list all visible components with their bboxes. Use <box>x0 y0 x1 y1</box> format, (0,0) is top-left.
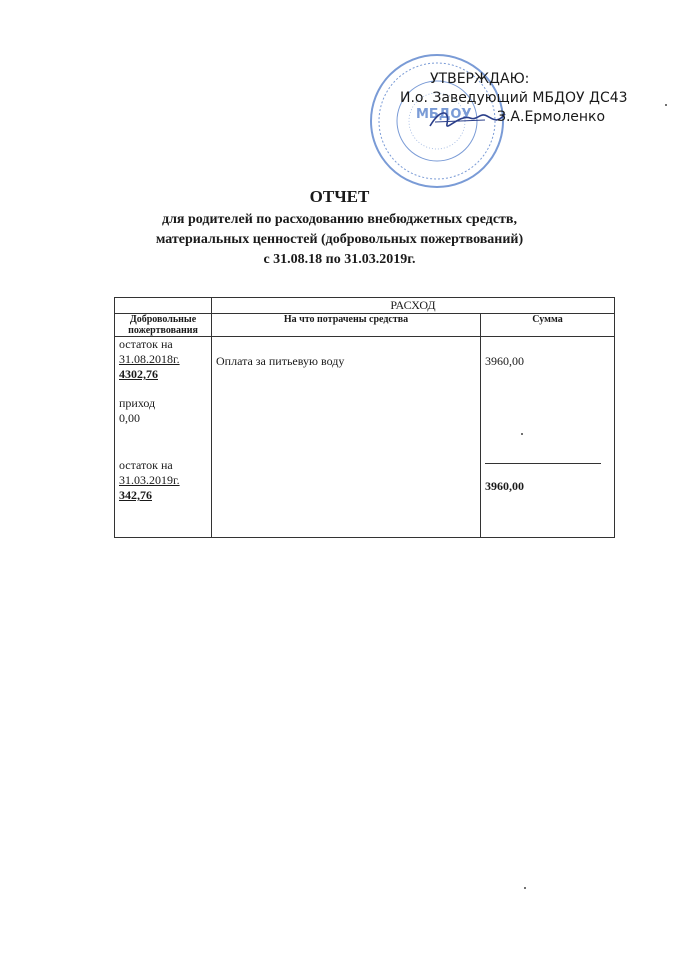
scan-speck <box>521 433 523 435</box>
income-label: приход <box>119 396 156 410</box>
expense-description-cell <box>212 337 481 538</box>
end-balance-label: остаток на <box>119 458 173 472</box>
svg-text:МБДОУ: МБДОУ <box>416 107 472 122</box>
approval-position: И.о. Заведующий МБДОУ ДС43 <box>400 90 628 106</box>
scan-speck <box>524 887 526 889</box>
expense-amount: 3960,00 <box>485 354 524 368</box>
expense-item: Оплата за питьевую воду <box>216 354 345 368</box>
amount-column-header: Сумма <box>481 314 615 337</box>
end-balance-date: 31.03.2019г. <box>119 473 180 487</box>
approval-block <box>400 70 670 127</box>
expense-table <box>114 297 615 538</box>
donations-cell <box>115 337 212 538</box>
report-title: ОТЧЕТ <box>309 187 370 206</box>
income-amount: 0,00 <box>119 411 140 425</box>
scan-speck <box>665 104 667 106</box>
end-balance-amount: 342,76 <box>119 488 152 502</box>
start-balance-amount: 4302,76 <box>119 367 158 381</box>
donations-column-header: Добровольные пожертвования <box>115 314 212 337</box>
spent-on-column-header: На что потрачены средства <box>212 314 481 337</box>
report-subtitle: для родителей по расходованию внебюджетных средств, материальных ценностей (добровольных пожертвований) с 31.08.18 по 31.03.2019г. <box>155 212 524 267</box>
approval-name: З.А.Ермоленко <box>497 109 606 125</box>
expense-amount-cell <box>481 337 615 538</box>
empty-header-cell <box>115 298 212 314</box>
total-amount: 3960,00 <box>485 479 524 493</box>
expense-group-header: РАСХОД <box>212 298 615 314</box>
start-balance-label: остаток на <box>119 337 173 351</box>
start-balance-date: 31.08.2018г. <box>119 352 180 366</box>
approval-heading: УТВЕРЖДАЮ: <box>430 71 530 87</box>
